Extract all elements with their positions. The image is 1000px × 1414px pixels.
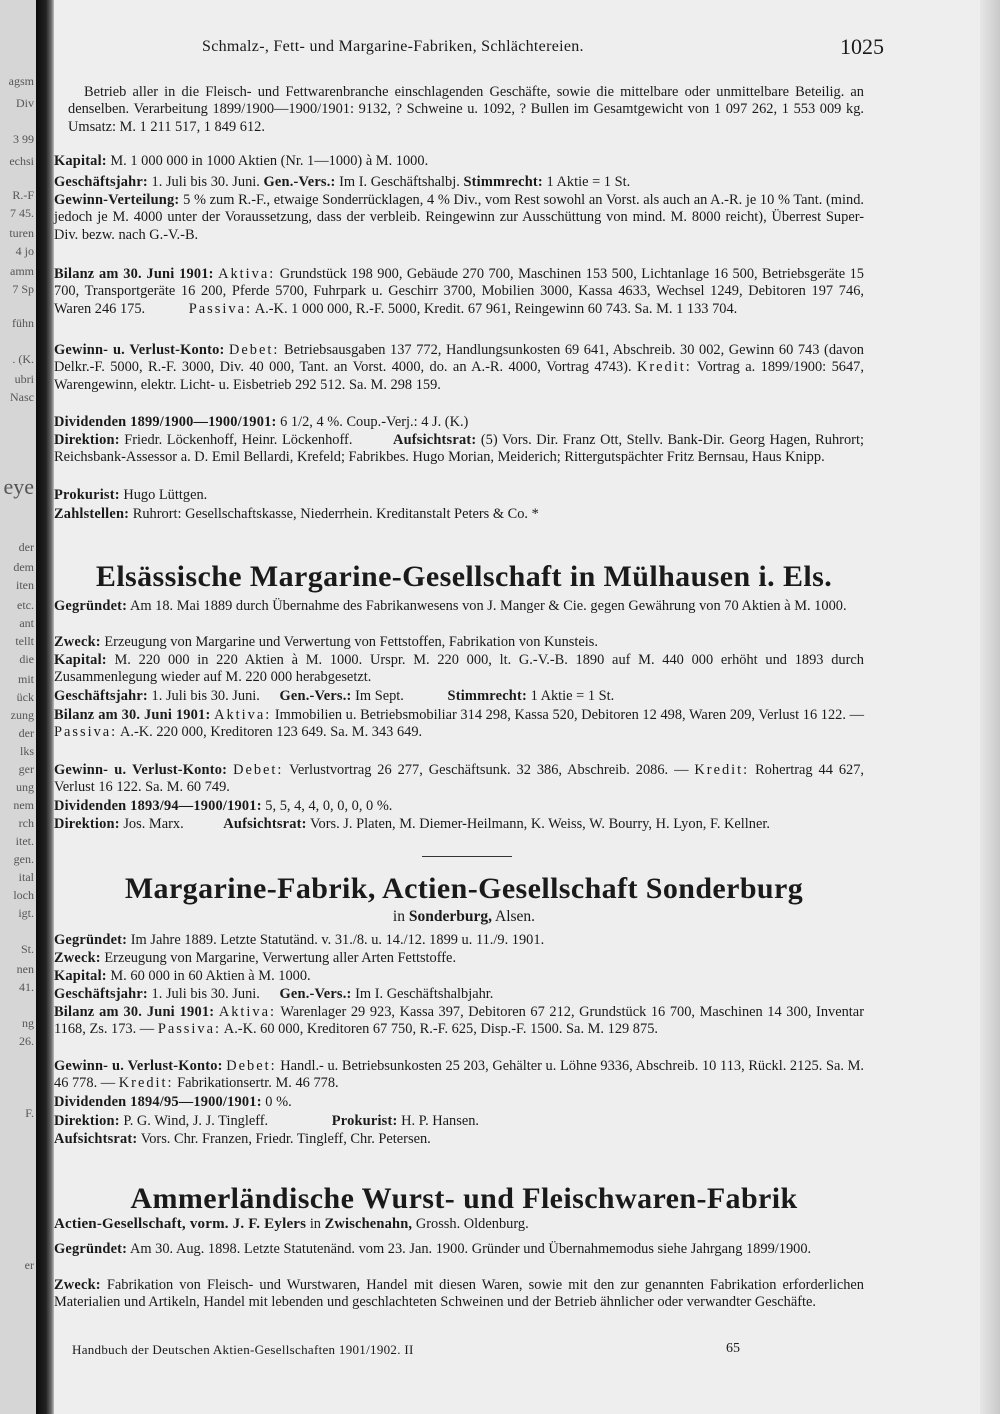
margin-fragment: lks: [19, 744, 34, 758]
margin-fragment: nem: [13, 798, 34, 812]
s3-gegruendet: Gegründet: Im Jahre 1889. Letzte Statutänd. v. 31./8. u. 14./12. 1899 u. 11./9. 1901.: [54, 932, 545, 948]
s1-kapital: Kapital: M. 1 000 000 in 1000 Aktien (Nr. 1—1000) à M. 1000.: [54, 153, 429, 169]
margin-fragment: R.-F: [12, 188, 34, 202]
margin-fragment: St.: [20, 942, 34, 956]
margin-fragment: tellt: [15, 634, 34, 648]
margin-fragment: ung: [16, 780, 34, 794]
s2-dividenden: Dividenden 1893/94—1900/1901: 5, 5, 4, 4, 0, 0, 0, 0 %.: [54, 798, 393, 814]
s3-location: in Sonderburg, Alsen.: [392, 908, 536, 925]
s2-zweck: Zweck: Erzeugung von Margarine und Verwertung von Fettstoffen, Fabrikation von Kunsteis.: [54, 634, 598, 650]
margin-fragment: 7 Sp: [12, 282, 34, 296]
margin-fragment: eye: [3, 474, 34, 499]
signature-number: 65: [726, 1341, 740, 1356]
margin-fragment: dem: [13, 560, 34, 574]
s3-direktion: Direktion: P. G. Wind, J. J. Tingleff. Prokurist: H. P. Hansen.: [54, 1113, 480, 1129]
s3-aufsichtsrat: Aufsichtsrat: Vors. Chr. Franzen, Friedr. Tingleff, Chr. Petersen.: [54, 1131, 431, 1147]
s1-dividenden: Dividenden 1899/1900—1900/1901: 6 1/2, 4 %. Coup.-Verj.: 4 J. (K.): [54, 414, 469, 430]
margin-fragment: ant: [19, 616, 34, 630]
margin-fragment: 4 jo: [15, 244, 34, 258]
adjacent-page-margin: [0, 0, 36, 1414]
margin-fragment: 26.: [19, 1034, 34, 1048]
s2-direktion: Direktion: Jos. Marx. Aufsichtsrat: Vors. J. Platen, M. Diemer-Heilmann, K. Weiss, W. Bourry, H. Lyon, F. Kellner.: [54, 816, 770, 832]
margin-fragment: echsi: [9, 154, 34, 168]
margin-fragment: fühn: [12, 316, 34, 330]
margin-fragment: loch: [13, 888, 34, 902]
section-divider: [422, 856, 512, 857]
margin-fragment: gen.: [13, 852, 34, 866]
s3-dividenden: Dividenden 1894/95—1900/1901: 0 %.: [54, 1094, 292, 1110]
margin-fragment: ubri: [14, 372, 34, 386]
margin-fragment: iten: [16, 578, 34, 592]
margin-fragment: die: [19, 652, 34, 666]
book-spine-shadow: [36, 0, 54, 1414]
margin-fragment: igt.: [18, 906, 34, 920]
book-footer-title: Handbuch der Deutschen Aktien-Gesellschaften 1901/1902. II: [72, 1342, 414, 1357]
s3-bilanz: Bilanz am 30. Juni 1901: Aktiva: Warenlager 29 923, Kassa 397, Debitoren 67 212, Grundstück 16 700, Maschinen 14 300, Inventar 1168, Zs. 173. — Passiva: A.-K. 60 000, Kreditoren 67 750, R.-F. 625, Disp.-F. 1500. Sa. M. 129 875.: [54, 1004, 864, 1038]
margin-fragment: 41.: [19, 980, 34, 994]
margin-fragment: er: [24, 1258, 34, 1272]
s2-gewinn-verlust: Gewinn- u. Verlust-Konto: Debet: Verlustvortrag 26 277, Geschäftsunk. 32 386, Abschreib. 2086. — Kredit: Rohertrag 44 627, Verlust 16 122. Sa. M. 60 749.: [54, 762, 865, 796]
margin-fragment: ng: [22, 1016, 34, 1030]
s1-prokurist: Prokurist: Hugo Lüttgen.: [54, 487, 208, 503]
s1-direktion: Direktion: Friedr. Löckenhoff, Heinr. Löckenhoff. Aufsichtsrat: (5) Vors. Dir. Franz Ott, Stellv. Bank-Dir. Georg Hagen, Ruhrort; Reichsbank-Assessor a. D. Emil Bellardi, Krefeld; Fabrikbes. Hugo Morian, Meiderich; Rittergutspächter Fritz Bernsau, Haus Knipp.: [54, 432, 864, 466]
running-head: Schmalz-, Fett- und Margarine-Fabriken, Schlächtereien.: [202, 38, 584, 55]
page-edge-shadow: [980, 0, 1000, 1414]
s1-gewinn-verteilung: Gewinn-Verteilung: 5 % zum R.-F., etwaige Sonderrücklagen, 4 % Div., vom Rest sowohl an Vorst. als auch an A.-R. je 10 % Tant. (mind. jedoch je M. 4000 unter der Voraussetzung, dass der verbleib. Reingewinn zur Ausschüttung von mind. M. 8000 reicht), Überrest Super-Div. bezw. nach G.-V.-B.: [54, 192, 864, 243]
s2-bilanz: Bilanz am 30. Juni 1901: Aktiva: Immobilien u. Betriebsmobiliar 314 298, Kassa 520, Debitoren 12 498, Waren 209, Verlust 16 122. — Passiva: A.-K. 220 000, Kreditoren 123 649. Sa. M. 343 649.: [54, 707, 864, 741]
s1-geschaeftsjahr: Geschäftsjahr: 1. Juli bis 30. Juni. Gen.-Vers.: Im I. Geschäftshalbj. Stimmrecht: 1 Aktie = 1 St.: [54, 174, 631, 190]
s3-kapital: Kapital: M. 60 000 in 60 Aktien à M. 1000.: [54, 968, 311, 984]
margin-fragment: der: [18, 540, 34, 554]
margin-fragment: 7 45.: [10, 206, 34, 220]
s2-company-title: Elsässische Margarine-Gesellschaft in Mülhausen i. Els.: [95, 560, 833, 593]
s4-company-subtitle: Actien-Gesellschaft, vorm. J. F. Eylers in Zwischenahn, Grossh. Oldenburg.: [54, 1216, 529, 1232]
margin-fragment: amm: [10, 264, 34, 278]
s2-gegruendet: Gegründet: Am 18. Mai 1889 durch Übernahme des Fabrikanwesens von J. Manger & Cie. gegen Gewährung von 70 Aktien à M. 1000.: [54, 598, 847, 614]
margin-fragment: Div: [16, 96, 34, 110]
margin-fragment: agsm: [8, 74, 34, 88]
margin-fragment: turen: [9, 226, 34, 240]
margin-fragment: rch: [18, 816, 34, 830]
margin-fragment: 3 99: [13, 132, 34, 146]
s4-company-title: Ammerländische Wurst- und Fleischwaren-Fabrik: [130, 1182, 798, 1215]
s3-gewinn-verlust: Gewinn- u. Verlust-Konto: Debet: Handl.- u. Betriebsunkosten 25 203, Gehälter u. Löhne 9336, Abschreib. 10 113, Rückl. 2125. Sa. M. 46 778. — Kredit: Fabrikationsertr. M. 46 778.: [54, 1058, 864, 1092]
margin-fragment: ück: [16, 690, 34, 704]
s3-zweck: Zweck: Erzeugung von Margarine, Verwertung aller Arten Fettstoffe.: [54, 950, 457, 966]
margin-fragment: ital: [18, 870, 34, 884]
s3-geschaeftsjahr: Geschäftsjahr: 1. Juli bis 30. Juni. Gen.-Vers.: Im I. Geschäftshalbjahr.: [54, 986, 494, 1002]
margin-fragment: der: [18, 726, 34, 740]
margin-fragment: . (K.: [12, 352, 34, 366]
s1-zahlstellen: Zahlstellen: Ruhrort: Gesellschaftskasse, Niederrhein. Kreditanstalt Peters & Co. *: [54, 506, 539, 522]
margin-fragment: itet.: [15, 834, 34, 848]
margin-fragment: Nasc: [10, 390, 34, 404]
scanned-page: [54, 0, 980, 1414]
margin-fragment: etc.: [17, 598, 34, 612]
page-number: 1025: [840, 34, 884, 59]
margin-fragment: nen: [16, 962, 34, 976]
s4-zweck: Zweck: Fabrikation von Fleisch- und Wurstwaren, Handel mit diesen Waren, sowie mit den zur genannten Fabrikation erforderlichen Materialien und Artikeln, Handel mit lebenden und geschlachteten Schweinen und der Betrieb ähnlicher oder verwandter Geschäfte.: [54, 1277, 864, 1311]
s3-company-title: Margarine-Fabrik, Actien-Gesellschaft Sonderburg: [124, 872, 804, 905]
margin-fragment: zung: [10, 708, 34, 722]
margin-fragment: F.: [25, 1106, 34, 1120]
s2-geschaeftsjahr: Geschäftsjahr: 1. Juli bis 30. Juni. Gen.-Vers.: Im Sept. Stimmrecht: 1 Aktie = 1 St.: [54, 688, 615, 704]
s4-gegruendet: Gegründet: Am 30. Aug. 1898. Letzte Statutenänd. vom 23. Jan. 1900. Gründer und Übernahmemodus siehe Jahrgang 1899/1900.: [54, 1241, 812, 1257]
s1-bilanz: Bilanz am 30. Juni 1901: Aktiva: Grundstück 198 900, Gebäude 270 700, Maschinen 153 500, Lichtanlage 16 500, Betriebsgeräte 15 700, Transportgeräte 16 200, Pferde 5700, Fuhrpark u. Geschirr 3700, Mobilien 3000, Kassa 4633, Wechsel 1249, Debitoren 197 746, Waren 246 175. Passiva: A.-K. 1 000 000, R.-F. 5000, Kredit. 67 961, Reingewinn 60 743. Sa. M. 1 133 704.: [54, 266, 864, 317]
s2-kapital: Kapital: M. 220 000 in 220 Aktien à M. 1000. Urspr. M. 220 000, lt. G.-V.-B. 1890 auf M. 440 000 erhöht und 1893 durch Zusammenlegung wieder auf M. 220 000 herabgesetzt.: [54, 652, 864, 686]
margin-fragment: ger: [18, 762, 34, 776]
margin-fragment: mit: [17, 672, 34, 686]
s1-intro: Betrieb aller in die Fleisch- und Fettwarenbranche einschlagenden Geschäfte, sowie die mittelbare oder unmittelbare Beteilig. an denselben. Verarbeitung 1899/1900—1900/1901: 9132, ? Schweine u. 1092, ? Bullen im Gesamtgewicht von 1 097 262, 1 553 009 kg. Umsatz: M. 1 211 517, 1 849 612.: [68, 84, 864, 135]
s1-gewinn-verlust: Gewinn- u. Verlust-Konto: Debet: Betriebsausgaben 137 772, Handlungsunkosten 69 641, Abschreib. 30 002, Gewinn 60 743 (davon Delkr.-F. 5000, R.-F. 3000, Div. 40 000, Tant. an Vorst. 4000, do. an A.-R. 4000, Vortrag 4743). Kredit: Vortrag a. 1899/1900: 5647, Warengewinn, elektr. Licht- u. Eisbetrieb 292 512. Sa. M. 298 159.: [54, 342, 864, 393]
